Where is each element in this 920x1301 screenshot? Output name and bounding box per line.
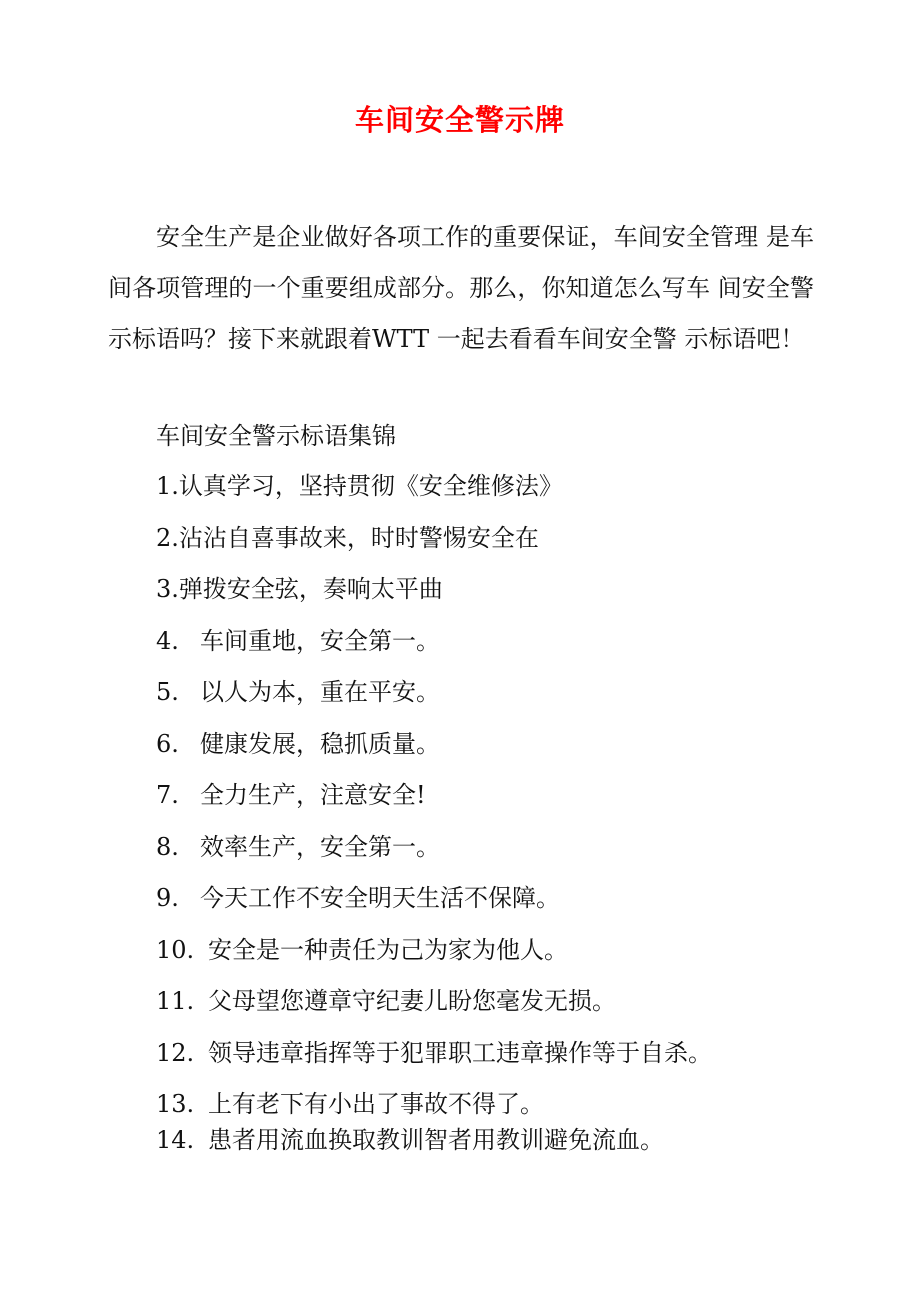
list-item-text: 以人为本，重在平安。 [200,678,440,706]
list-item-text: 沾沾自喜事故来，时时警惕安全在 [178,524,539,552]
list-item-text: 今天工作不安全明天生活不保障。 [200,884,560,912]
list-item-number: 5. [156,678,179,706]
list-item-number: 8. [156,833,179,861]
list-item-number: 12. [156,1039,195,1067]
list-item [156,1084,544,1124]
list-item-text: 弹拨安全弦，奏响太平曲 [178,575,443,603]
slogans-subheading: 车间安全警示标语集锦 [156,422,396,450]
list-item-text: 效率生产，安全第一。 [200,833,440,861]
list-item [156,724,440,764]
list-item-number: 11. [156,987,195,1015]
list-item [156,981,616,1021]
list-item [156,672,440,712]
list-item-number: 2. [156,524,179,552]
list-item-text: 安全是一种责任为己为家为他人。 [208,936,568,964]
list-item-text: 认真学习，坚持贯彻《安全维修法》 [178,472,563,500]
list-item [156,621,440,661]
list-item [156,775,426,815]
list-item-number: 13. [156,1090,195,1118]
list-item-text: 上有老下有小出了事故不得了。 [208,1090,544,1118]
list-item [156,569,443,609]
list-item [156,827,440,867]
list-item [156,1033,712,1073]
list-item-number: 6. [156,730,179,758]
list-item [156,878,560,918]
document-title: 车间安全警示牌 [354,103,565,137]
list-item [156,518,539,558]
list-item-text: 全力生产，注意安全! [200,781,426,809]
list-item [156,466,563,506]
list-item-text: 车间重地，安全第一。 [200,627,440,655]
list-item-text: 领导违章指挥等于犯罪职工违章操作等于自杀。 [208,1039,712,1067]
list-item-text: 父母望您遵章守纪妻儿盼您毫发无损。 [208,987,616,1015]
intro-paragraph: 安全生产是企业做好各项工作的重要保证，车间安全管理 是车间各项管理的一个重要组成部分。那么，你知道怎么写车 间安全警示标语吗？接下来就跟着WTT 一起去看看车间安全警 示标语吧！ [108,223,814,353]
list-item [156,930,568,970]
list-item-number: 9. [156,884,179,912]
list-item-text: 健康发展，稳抓质量。 [200,730,440,758]
list-item-number: 4. [156,627,179,655]
list-item-number: 3. [156,575,179,603]
list-item-number: 14. [156,1126,195,1154]
list-item [156,1120,664,1160]
list-item-number: 7. [156,781,179,809]
list-item-number: 1. [156,472,179,500]
list-item-text: 患者用流血换取教训智者用教训避免流血。 [208,1126,664,1154]
list-item-number: 10. [156,936,195,964]
